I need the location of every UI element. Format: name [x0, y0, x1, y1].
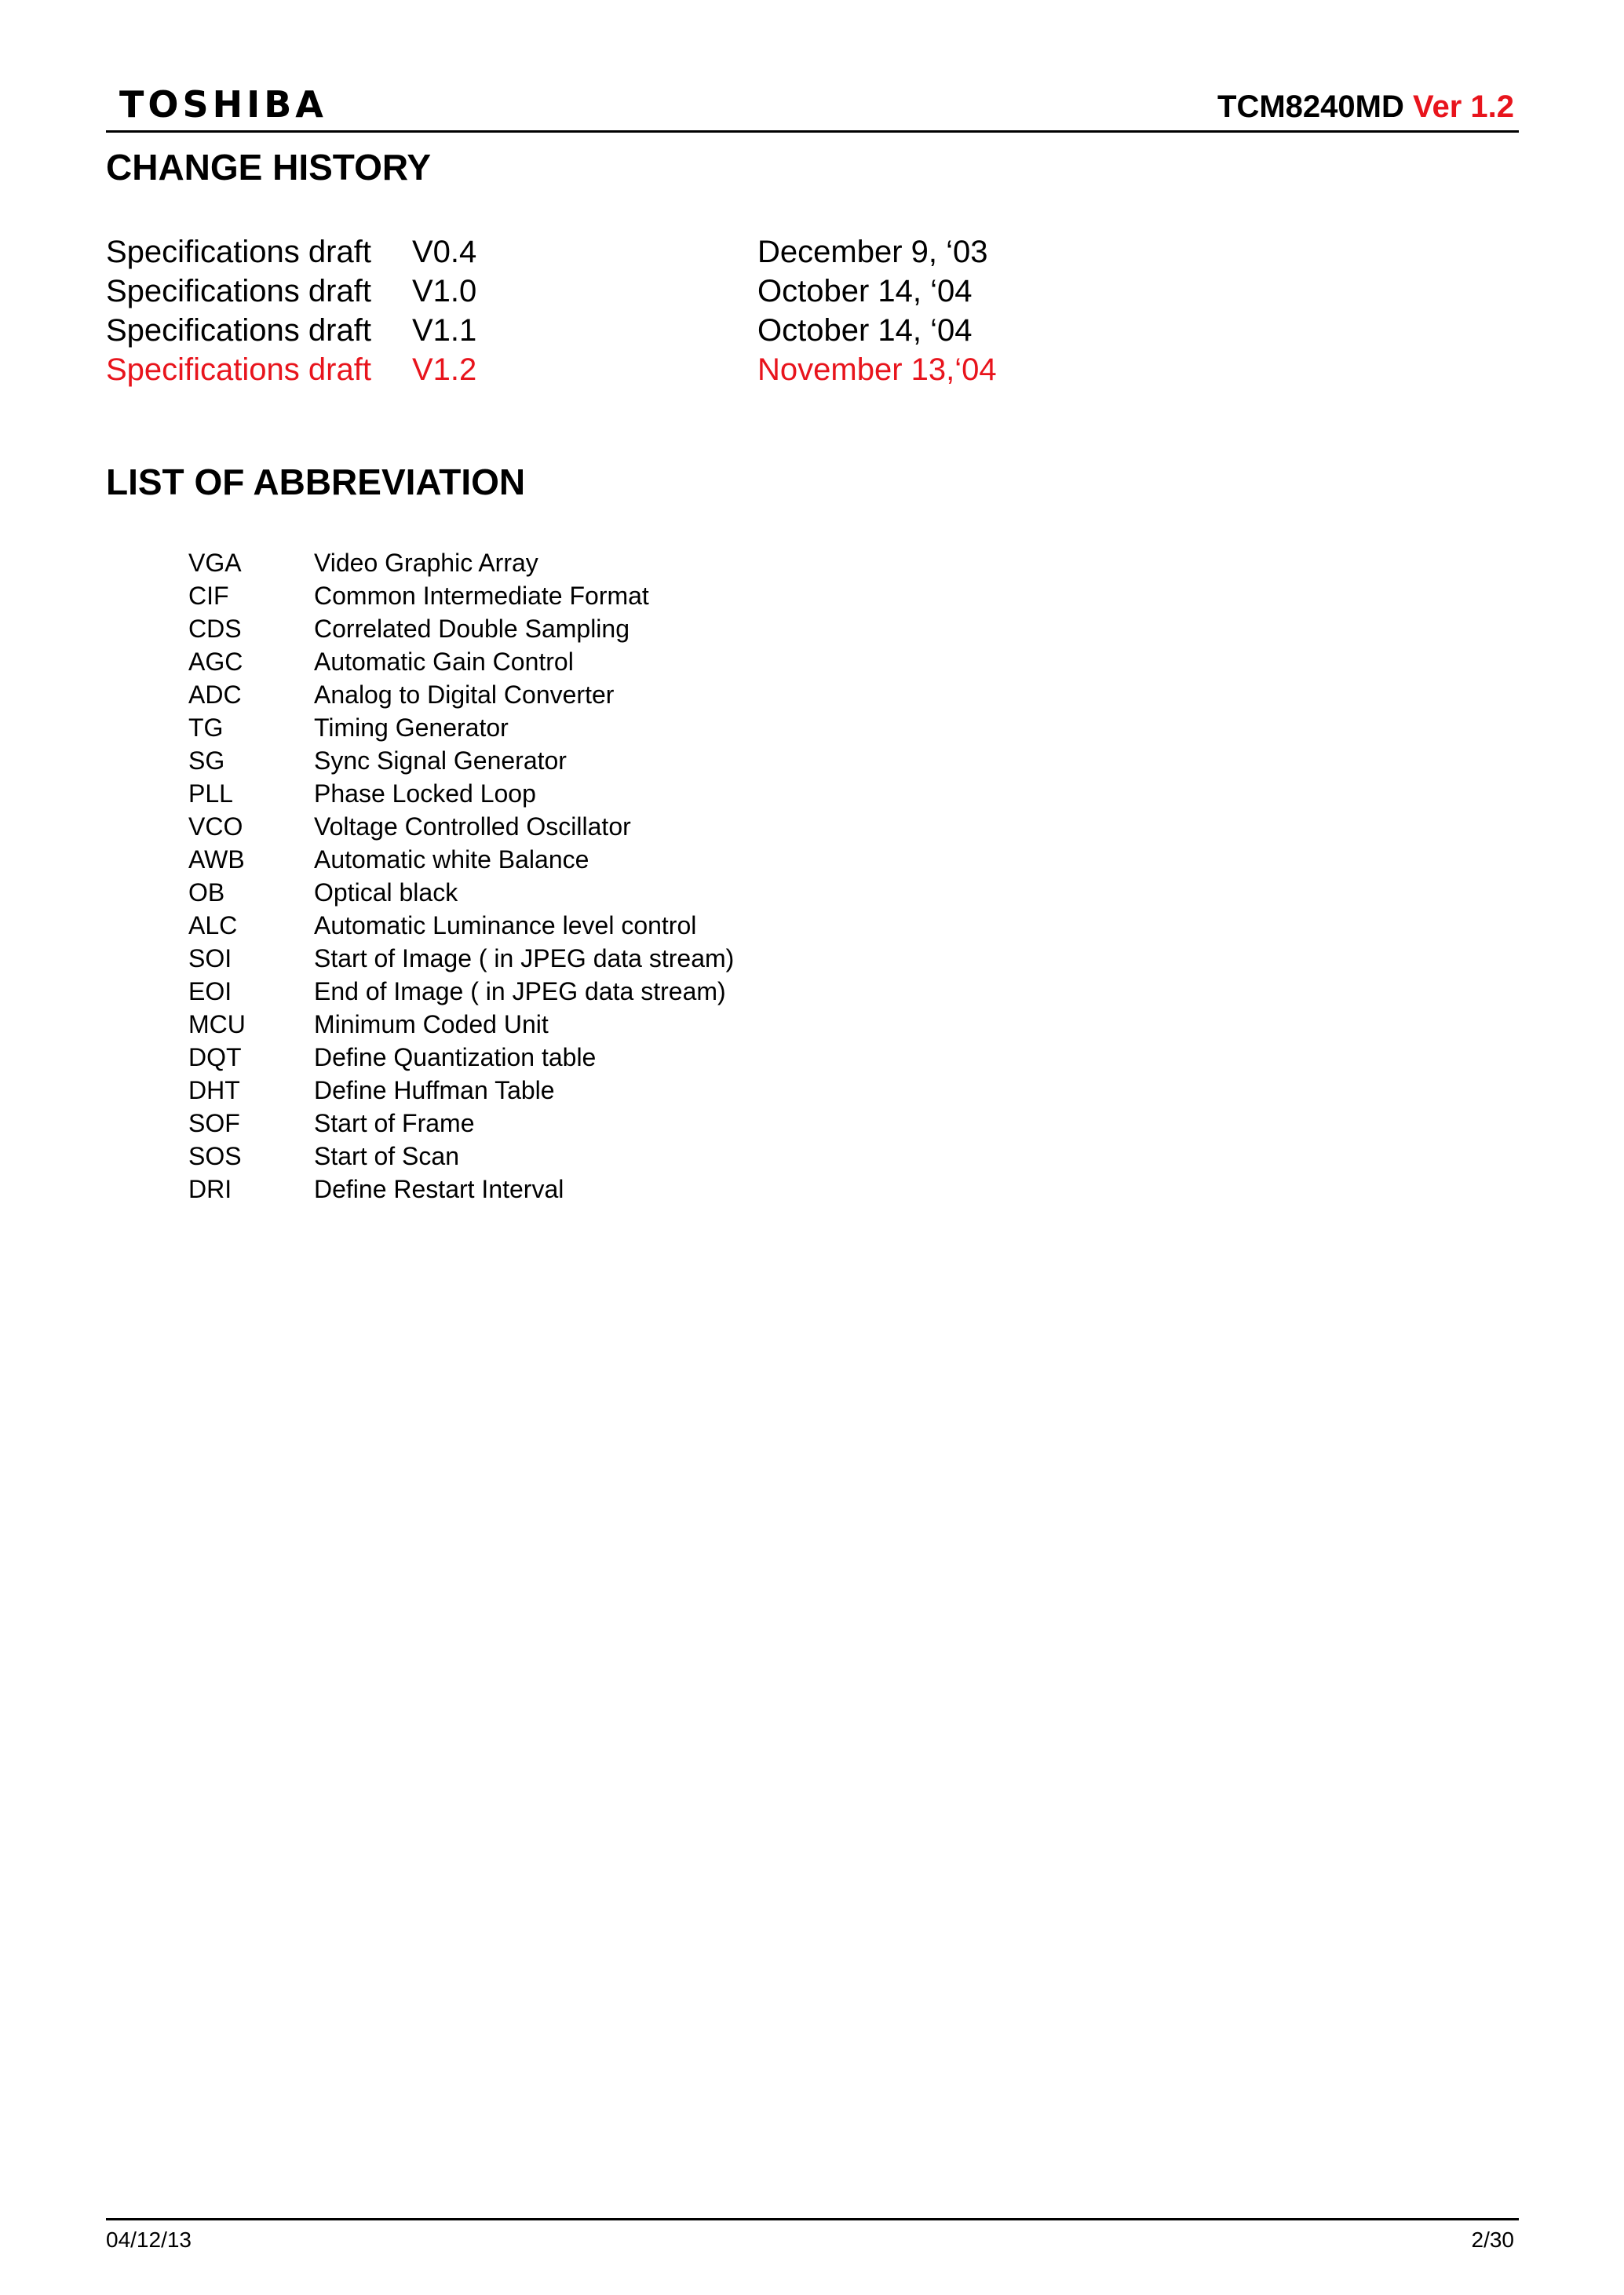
abbreviation-code: CIF	[188, 582, 229, 610]
change-history-list	[106, 232, 1126, 389]
doc-version: Ver 1.2	[1412, 89, 1514, 124]
abbreviation-code: SG	[188, 746, 225, 775]
history-document: Specifications draft	[106, 274, 371, 308]
abbreviation-row	[188, 1107, 973, 1140]
history-date: November 13,‘04	[757, 352, 997, 387]
history-version: V1.1	[412, 313, 477, 348]
abbreviation-code: DRI	[188, 1175, 232, 1203]
abbreviation-row	[188, 645, 973, 678]
history-document: Specifications draft	[106, 352, 371, 387]
abbreviation-row	[188, 975, 973, 1008]
abbreviation-code: SOI	[188, 944, 232, 972]
abbreviation-code: CDS	[188, 615, 242, 643]
footer-date: 04/12/13	[106, 2228, 192, 2252]
abbreviation-meaning: Start of Scan	[314, 1142, 459, 1170]
abbreviation-code: AGC	[188, 648, 243, 676]
abbreviation-meaning: Define Huffman Table	[314, 1076, 555, 1104]
abbreviation-code: ALC	[188, 911, 238, 940]
abbreviation-meaning: Optical black	[314, 878, 458, 907]
history-version: V1.0	[412, 274, 477, 308]
abbreviation-row	[188, 942, 973, 975]
history-row	[106, 232, 1126, 272]
history-row-current	[106, 350, 1126, 389]
abbreviation-code: VCO	[188, 812, 243, 841]
abbreviation-row	[188, 810, 973, 843]
abbreviation-row	[188, 876, 973, 909]
abbreviation-row	[188, 843, 973, 876]
abbreviation-code: VGA	[188, 549, 242, 577]
abbreviation-code: AWB	[188, 845, 245, 874]
abbreviation-meaning: Analog to Digital Converter	[314, 680, 615, 709]
doc-number: TCM8240MD	[1217, 89, 1404, 124]
abbreviation-row	[188, 1074, 973, 1107]
abbreviation-meaning: Automatic white Balance	[314, 845, 589, 874]
page-number: 2/30	[1471, 2228, 1514, 2252]
toshiba-logo: TOSHIBA	[119, 83, 327, 126]
history-version: V0.4	[412, 235, 477, 269]
abbreviation-title: LIST OF ABBREVIATION	[106, 462, 526, 502]
abbreviation-meaning: Sync Signal Generator	[314, 746, 567, 775]
abbreviation-code: DQT	[188, 1043, 242, 1071]
change-history-title: CHANGE HISTORY	[106, 147, 432, 188]
history-date: October 14, ‘04	[757, 313, 973, 348]
abbreviation-code: MCU	[188, 1010, 246, 1038]
abbreviation-row	[188, 678, 973, 711]
abbreviation-row	[188, 1041, 973, 1074]
abbreviation-code: TG	[188, 713, 224, 742]
abbreviation-meaning: Automatic Gain Control	[314, 648, 574, 676]
abbreviation-meaning: Correlated Double Sampling	[314, 615, 630, 643]
abbreviation-meaning: Automatic Luminance level control	[314, 911, 697, 940]
doc-identifier	[1217, 88, 1514, 126]
abbreviation-code: DHT	[188, 1076, 240, 1104]
abbreviation-meaning: Phase Locked Loop	[314, 779, 536, 808]
abbreviation-row	[188, 579, 973, 612]
abbreviation-meaning: Minimum Coded Unit	[314, 1010, 549, 1038]
history-version: V1.2	[412, 352, 477, 387]
abbreviation-row	[188, 777, 973, 810]
abbreviation-code: SOF	[188, 1109, 240, 1137]
abbreviation-row	[188, 909, 973, 942]
history-row	[106, 272, 1126, 311]
abbreviation-code: ADC	[188, 680, 242, 709]
history-row	[106, 311, 1126, 350]
history-document: Specifications draft	[106, 313, 371, 348]
header-rule	[106, 130, 1519, 133]
abbreviation-row	[188, 1173, 973, 1206]
abbreviation-meaning: Video Graphic Array	[314, 549, 538, 577]
abbreviation-code: PLL	[188, 779, 233, 808]
abbreviation-meaning: Timing Generator	[314, 713, 509, 742]
abbreviation-meaning: Common Intermediate Format	[314, 582, 649, 610]
abbreviation-row	[188, 711, 973, 744]
abbreviation-meaning: Voltage Controlled Oscillator	[314, 812, 631, 841]
abbreviation-meaning: End of Image ( in JPEG data stream)	[314, 977, 726, 1005]
history-date: December 9, ‘03	[757, 235, 988, 269]
abbreviation-row	[188, 744, 973, 777]
abbreviation-meaning: Define Quantization table	[314, 1043, 597, 1071]
footer-rule	[106, 2218, 1519, 2220]
abbreviation-row	[188, 546, 973, 579]
history-document: Specifications draft	[106, 235, 371, 269]
abbreviation-code: EOI	[188, 977, 232, 1005]
abbreviation-code: SOS	[188, 1142, 242, 1170]
abbreviation-meaning: Start of Image ( in JPEG data stream)	[314, 944, 735, 972]
abbreviation-row	[188, 1008, 973, 1041]
abbreviation-row	[188, 612, 973, 645]
abbreviation-meaning: Start of Frame	[314, 1109, 475, 1137]
abbreviation-list	[188, 546, 973, 1206]
history-date: October 14, ‘04	[757, 274, 973, 308]
abbreviation-row	[188, 1140, 973, 1173]
abbreviation-code: OB	[188, 878, 225, 907]
abbreviation-meaning: Define Restart Interval	[314, 1175, 564, 1203]
